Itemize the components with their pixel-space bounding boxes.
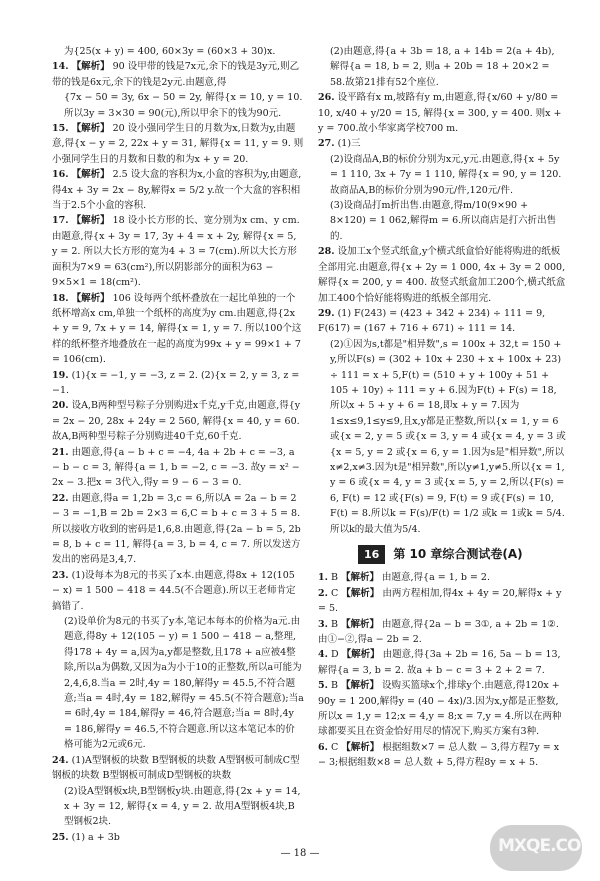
answer-paragraph bbox=[318, 740, 566, 771]
item-number: 14. bbox=[52, 61, 69, 73]
answer-text: (1)设每本为8元的书买了x本.由题意,得8x + 12(105 − x) = 1 500 − 418 = 44.5(不合题意).所以王老师肯定搞错了. bbox=[52, 569, 296, 612]
answer-text: (2)设A型钢板x块,B型钢板y块.由题意,得{2x + y = 14, x + 3y = 12, 解得{x = 4, y = 2. 故用A型钢板4块,B型钢板2块. bbox=[64, 785, 301, 828]
answer-text: 由两方程相加,得4x + 4y = 20,解得x + y = 5. bbox=[318, 587, 562, 615]
answer-text: 90 设甲带的钱是7x元,余下的钱是3y元,则乙带的钱是6x元,余下的钱是2y元.由题意,得 bbox=[52, 61, 300, 88]
answer-paragraph bbox=[52, 59, 304, 90]
answer-text: (1)A型钢板的块数 B型钢板的块数 A型钢板可制成C型钢板的块数 B型钢板可制成D型钢板的块数 bbox=[52, 754, 300, 782]
answer-paragraph bbox=[52, 830, 304, 845]
analysis-tag: 【解析】 bbox=[341, 741, 380, 753]
analysis-tag: 【解析】 bbox=[71, 292, 110, 304]
answer-text: 设购买篮球x个,排球y个.由题意,得120x + 90y = 1 200,解得y = (40 − 4x)/3.因为x,y都是正整数,所以x = 1,y = 12;x = 4,y = 8;x = 7,y = 4.所以在两种球都要买且在资金恰好用尽的情况下,购买方案有3种. bbox=[318, 680, 562, 738]
answer-paragraph bbox=[52, 213, 304, 290]
item-number: 17. bbox=[52, 215, 69, 227]
answer-paragraph bbox=[52, 121, 304, 167]
answer-text: (1) a + 3b bbox=[71, 831, 120, 843]
item-number: 25. bbox=[52, 831, 69, 843]
item-number: 21. bbox=[52, 446, 69, 458]
section-header bbox=[358, 545, 566, 564]
item-number: 28. bbox=[318, 246, 335, 258]
answer-text: 由题意,得{2a − b = 3①, a + 2b = 1②. 由①−②,得a − 2b = 2. bbox=[318, 618, 559, 646]
section-title: 第 10 章综合测试卷(A) bbox=[393, 547, 523, 561]
answer-paragraph bbox=[318, 152, 566, 198]
answer-text: 由题意,得{a = 1, b = 2. bbox=[382, 572, 490, 584]
answer-paragraph bbox=[318, 244, 566, 306]
item-number: 23. bbox=[52, 569, 69, 581]
answer-paragraph bbox=[52, 784, 304, 830]
watermark-text: MXQE.COM bbox=[498, 836, 597, 856]
answer-text: 20 设小强同学生日的月数为x,日数为y,由题意,得{x − y = 2, 22x + y = 31, 解得{x = 11, y = 9. 则小强同学生日的月数和日数的和为x + y = 20. bbox=[52, 123, 304, 165]
answer-text: 由题意,得{a − b + c = −4, 4a + 2b + c = −3, a − b − c = 3, 解得{a = 1, b = −2, c = −3. 故y = x² − 2x − 3.把x = 3代入,得y = 9 − 6 − 3 = 0. bbox=[52, 446, 300, 489]
answer-paragraph bbox=[318, 570, 566, 585]
item-number: 27. bbox=[318, 138, 335, 150]
watermark-logo bbox=[490, 825, 597, 871]
analysis-tag: 【解析】 bbox=[71, 215, 110, 227]
analysis-tag: 【解析】 bbox=[71, 123, 110, 135]
answer-text: 设加工x个竖式纸盒,y个横式纸盒恰好能将购进的纸板全部用完.由题意,得{x + 2y = 1 000, 4x + 3y = 2 000, 解得{x = 200, y = 400. 故竖式纸盒加工200个,横式纸盒加工400个恰好能将购进的纸板全部用完. bbox=[318, 246, 566, 304]
right-column-answers bbox=[318, 44, 566, 537]
answer-text: (2)设商品A,B的标价分别为x元,y元.由题意,得{x + 5y = 1 110, 3x + 7y = 1 110, 解得{x = 90, y = 120. 故商品A,B的标价分别为90元/件,120元/件. bbox=[330, 153, 562, 196]
answer-text: (1) F(243) = (423 + 342 + 234) ÷ 111 = 9, F(617) = (167 + 716 + 671) ÷ 111 = 14. bbox=[318, 307, 546, 335]
item-number: 2. bbox=[318, 587, 328, 599]
answer-paragraph bbox=[52, 90, 304, 121]
answer-text: 为{25(x + y) = 400, 60×3y = (60×3 + 30)x. bbox=[64, 46, 276, 57]
item-number: 18. bbox=[52, 292, 69, 304]
item-number: 1. bbox=[318, 572, 328, 584]
item-number: 29. bbox=[318, 307, 335, 319]
answer-paragraph bbox=[52, 753, 304, 784]
answer-text: 由题意,得{3a + 2b = 16, 5a − b = 13, 解得{a = 3, b = 2. 故a + b − c = 3 + 2 + 2 = 7. bbox=[318, 649, 561, 676]
item-number: 3. bbox=[318, 618, 328, 630]
analysis-tag: 【解析】 bbox=[71, 61, 110, 73]
answer-text: (2)①因为s,t都是"相异数",s = 100x + 32,t = 150 + y,所以F(s) = (302 + 10x + 230 + x + 100x + 23) ÷ 111 = x + 5,F(t) = (510 + y + 100y + 51 + 105 + 10y) ÷ 111 = y + 6.因为F(t) + F(s) = 18,所以x + 5 + y + 6 = 18,即x + y = 7.因为1≤x≤9,1≤y≤9,且x,y都是正整数,所以{x = 1, y = 6 或{x = 2, y = 5 或{x = 3, y = 4 或{x = 4, y = 3 或{x = 5, y = 2 或{x = 6, y = 1.因为s是"相异数",所以x≠2,x≠3.因为t是"相异数",所以y≠1,y≠5.所以{x = 1, y = 6 或{x = 4, y = 3 或{x = 5, y = 2,所以{F(s) = 6, F(t) = 12 或{F(s) = 9, F(t) = 9 或{F(s) = 10, F(t) = 8.所以k = F(s)/F(t) = 1/2 或k = 1或k = 5/4.所以k的最大值为5/4. bbox=[330, 338, 566, 535]
analysis-tag: 【解析】 bbox=[71, 169, 110, 181]
answer-paragraph bbox=[318, 90, 566, 136]
item-number: 6. bbox=[318, 741, 328, 753]
answer-text: 18 设小长方形的长、宽分别为x cm、y cm.由题意,得{x + 3y = 17, 3y + 4 = x + 2y, 解得{x = 5, y = 2. 所以大长方形的宽为4 + 3 = 7(cm).所以大长方形面积为7×9 = 63(cm²),所以阴影部分的面积为63 − 9×5×1 = 18(cm²). bbox=[52, 215, 300, 289]
choice-answer: C bbox=[330, 587, 339, 599]
item-number: 20. bbox=[52, 400, 69, 412]
answer-paragraph bbox=[52, 398, 304, 444]
analysis-tag: 【解析】 bbox=[340, 680, 379, 692]
answer-text: 2.5 设大盒的容积为x,小盒的容积为y,由题意,得4x + 3y = 2x − 8y,解得x = 5/2 y.故一个大盒的容积相当于2.5个小盒的容积. bbox=[52, 169, 302, 212]
analysis-tag: 【解析】 bbox=[340, 572, 379, 584]
left-column bbox=[52, 44, 304, 845]
choice-answer: C bbox=[330, 741, 339, 753]
item-number: 16. bbox=[52, 169, 69, 181]
answer-paragraph bbox=[318, 647, 566, 678]
item-number: 22. bbox=[52, 492, 69, 504]
answer-text: 由题意,得a = 1,2b = 3,c = 6,所以A = 2a − b = 2 − 3 = −1,B = 2b = 2×3 = 6,C = b + c = 3 + 5 = 8.所以接收方收到的密码是1,6,8.由题意,得{2a − b = 5, 2b = 8, b + c = 11, 解得{a = 3, b = 4, c = 7. 所以发送方发出的密码是3,4,7. bbox=[52, 492, 301, 566]
choice-answer: B bbox=[330, 618, 338, 630]
answer-paragraph bbox=[52, 445, 304, 491]
answer-text: 根据组数×7 = 总人数 − 3,得方程7y = x − 3;根据组数×8 = 总人数 + 5,得方程8y = x + 5. bbox=[318, 741, 560, 769]
answer-paragraph bbox=[52, 614, 304, 753]
item-number: 4. bbox=[318, 649, 328, 661]
answer-paragraph bbox=[52, 368, 304, 399]
answer-paragraph bbox=[318, 617, 566, 648]
answer-paragraph bbox=[52, 44, 304, 59]
answer-paragraph bbox=[52, 291, 304, 368]
answer-paragraph bbox=[318, 44, 566, 90]
answer-paragraph bbox=[318, 337, 566, 537]
answer-paragraph bbox=[318, 306, 566, 337]
choice-answer: D bbox=[330, 649, 339, 661]
answer-text: (1)三 bbox=[337, 138, 361, 150]
analysis-tag: 【解析】 bbox=[340, 618, 379, 630]
right-column bbox=[318, 44, 566, 771]
answer-text: (3)设商品打m折出售.由题意,得m/10(9×90 + 8×120) = 1 062,解得m = 6.所以商店是打六折出售的. bbox=[330, 200, 557, 242]
answer-paragraph bbox=[52, 568, 304, 614]
item-number: 26. bbox=[318, 92, 335, 104]
answer-text: (2)由题意,得{a + 3b = 18, a + 14b = 2(a + 4b), 解得{a = 18, b = 2, 则a + 20b = 18 + 20×2 = 58.故第21排有52个座位. bbox=[330, 46, 555, 88]
choice-answer: B bbox=[330, 572, 338, 584]
item-number: 24. bbox=[52, 754, 69, 766]
item-number: 19. bbox=[52, 369, 69, 381]
answer-text: (1){x = −1, y = −3, z = 2. (2){x = 2, y = 3, z = −1. bbox=[52, 369, 300, 396]
answer-text: 106 设每两个纸杯叠放在一起比单独的一个纸杯增高x cm,单独一个纸杯的高度为y cm.由题意,得{2x + y = 9, 7x + y = 14, 解得{x = 1, y = 7. 所以100个这样的纸杯整齐地叠放在一起的高度为99x + y = 99×1 + 7 = 106(cm). bbox=[52, 292, 302, 366]
answer-paragraph bbox=[52, 491, 304, 568]
answer-text: {7x − 50 = 3y, 6x − 50 = 2y, 解得{x = 10, y = 10. 所以3y = 3×30 = 90(元),所以甲余下的钱为90元. bbox=[64, 92, 303, 119]
answer-paragraph bbox=[318, 678, 566, 740]
section-answers bbox=[318, 570, 566, 770]
analysis-tag: 【解析】 bbox=[341, 649, 380, 661]
answer-text: 设A,B两种型号粽子分别购进x千克,y千克,由题意,得{y = 2x − 20, 28x + 24y = 2 560, 解得{x = 40, y = 60. 故A,B两种型号粽子分别购进40千克,60千克. bbox=[52, 400, 301, 443]
answer-text: (2)设单价为8元的书买了y本,笔记本每本的价格为a元.由题意,得8y + 12(105 − y) = 1 500 − 418 − a,整理,得178 + 4y = a,因为a,y都是整数,且178 + a应被4整除,所以a为偶数,又因为a为小于10的正整数,所以a可能为2,4,6,8.当a = 2时,4y = 180,解得y = 45.5,不符合题意;当a = 4时,4y = 182,解得y = 45.5(不符合题意);当a = 6时,4y = 184,解得y = 46,符合题意;当a = 8时,4y = 186,解得y = 46.5,不符合题意.所以这本笔记本的价格可能为2元或6元. bbox=[64, 616, 304, 751]
section-number-badge: 16 bbox=[358, 545, 385, 564]
answer-paragraph bbox=[318, 136, 566, 151]
answer-paragraph bbox=[52, 167, 304, 213]
analysis-tag: 【解析】 bbox=[341, 587, 380, 599]
item-number: 5. bbox=[318, 680, 328, 692]
item-number: 15. bbox=[52, 123, 69, 135]
answer-paragraph bbox=[318, 586, 566, 617]
choice-answer: B bbox=[330, 680, 338, 692]
page-number: — 18 — bbox=[280, 848, 320, 859]
answer-paragraph bbox=[318, 198, 566, 244]
answer-text: 设平路有x m,坡路有y m,由题意,得{x/60 + y/80 = 10, x/40 + y/20 = 15, 解得{x = 300, y = 400. 则x + y = 700.故小华家离学校700 m. bbox=[318, 92, 562, 135]
